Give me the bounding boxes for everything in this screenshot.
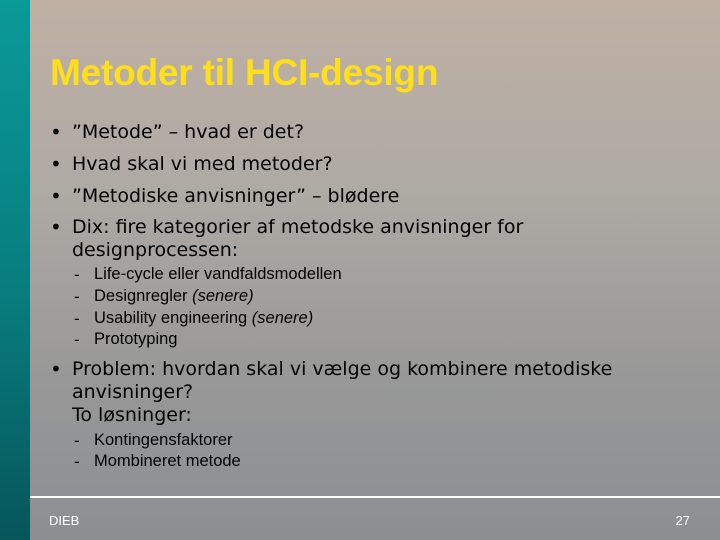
dash-icon: -	[74, 265, 80, 284]
bullet-text-line: Dix: fire kategorier af metodske anvisninger for	[72, 216, 524, 238]
bullet-dot-icon: •	[50, 215, 62, 239]
sub-bullet-text: Kontingensfaktorer	[94, 431, 233, 449]
sub-bullet-text	[94, 308, 313, 329]
bullet-text-line: designprocessen:	[72, 239, 239, 261]
sub-bullet-main: Designregler	[94, 287, 188, 305]
bullet-text-line: Problem: hvordan skal vi vælge og kombinere metodiske	[72, 358, 613, 380]
dash-icon: -	[74, 330, 80, 349]
page-number: 27	[675, 513, 690, 528]
dash-icon: -	[74, 287, 80, 306]
bullet-dot-icon: •	[50, 120, 62, 144]
bullet-text: ”Metodiske anvisninger” – blødere	[72, 185, 400, 207]
dash-icon: -	[74, 452, 80, 471]
sub-bullet-main: Usability engineering	[94, 309, 248, 327]
sub-bullet-text	[94, 286, 254, 307]
bullet-text-line: anvisninger?	[72, 381, 194, 403]
bullet-dot-icon: •	[50, 152, 62, 176]
bullet-text: ”Metode” – hvad er det?	[72, 121, 305, 143]
sub-bullet-text: Mombineret metode	[94, 452, 241, 470]
bullet-dot-icon: •	[50, 184, 62, 208]
dash-icon: -	[74, 431, 80, 450]
bullet-text: Hvad skal vi med metoder?	[72, 153, 333, 175]
dash-icon: -	[74, 309, 80, 328]
bullet-text-line: To løsninger:	[72, 404, 192, 426]
sub-bullet-text: Life-cycle eller vandfaldsmodellen	[94, 265, 342, 283]
footer-divider	[30, 496, 720, 498]
sub-bullet-note: (senere)	[251, 309, 314, 327]
footer-label: DIEB	[49, 513, 80, 528]
sub-bullet-text: Prototyping	[94, 330, 178, 348]
bullet-dot-icon: •	[50, 357, 62, 381]
sub-bullet-note: (senere)	[192, 287, 254, 305]
slide-title: Metoder til HCI-design	[50, 52, 439, 93]
